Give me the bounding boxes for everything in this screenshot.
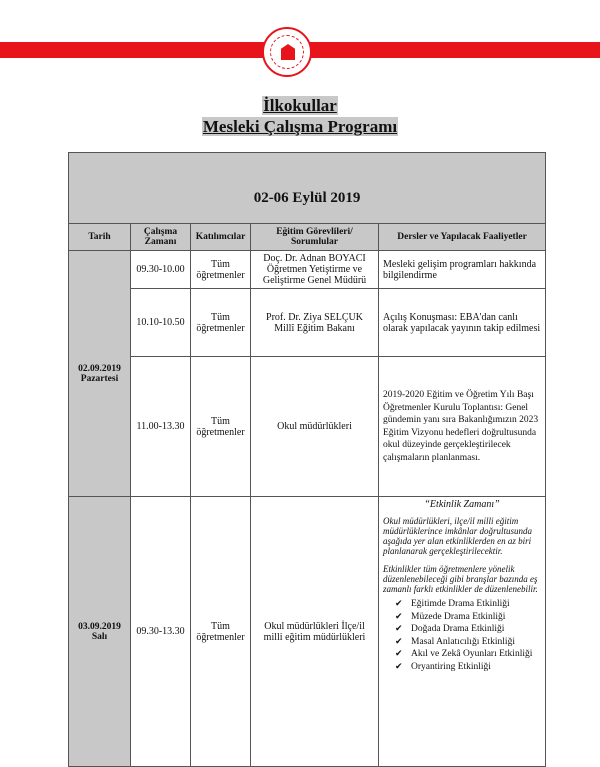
- col-header-responsible: Eğitim Görevlileri/ Sorumlular: [251, 224, 379, 251]
- checkmark-icon: ✔: [395, 599, 403, 609]
- weekday-text: Pazartesi: [80, 373, 119, 384]
- responsible-cell: Okul müdürlükleri: [251, 357, 379, 497]
- list-item: ✔ Akıl ve Zekâ Oyunları Etkinliği: [395, 649, 533, 659]
- table-header-row: [69, 224, 546, 251]
- col-header-time: Çalışma Zamanı: [131, 224, 191, 251]
- col-header-participants: Katılımcılar: [191, 224, 251, 251]
- time-cell: 09.30-10.00: [131, 251, 191, 289]
- ministry-logo: [262, 27, 312, 77]
- table-row: [69, 289, 546, 357]
- activity-paragraph: Etkinlikler tüm öğretmenlere yönelik düzenlenebileceği gibi branşlar bazında eş zamanlı farklı etkinlikler de düzenlenebilir.: [383, 564, 538, 594]
- participants-cell: Tüm öğretmenler: [191, 289, 251, 357]
- table-row: [69, 251, 546, 289]
- table-banner: [69, 153, 546, 224]
- program-table: [68, 152, 546, 767]
- time-cell: 10.10-10.50: [131, 289, 191, 357]
- activity-heading: “Etkinlik Zamanı”: [424, 499, 500, 510]
- activity-cell: Açılış Konuşması: EBA'dan canlı olarak yapılacak yayının takip edilmesi: [379, 289, 546, 357]
- weekday-text: Salı: [91, 631, 108, 642]
- col-header-date: Tarih: [69, 224, 131, 251]
- checkmark-icon: ✔: [395, 611, 403, 622]
- activity-paragraph: Okul müdürlükleri, ilçe/il milli eğitim müdürlüklerince imkânlar doğrultusunda aşağıda yer alan etkinliklerden en az biri planlanarak gerçekleştirilecektir.: [383, 516, 532, 556]
- time-cell: 09.30-13.30: [131, 497, 191, 767]
- list-item: ✔ Doğada Drama Etkinliği: [395, 624, 505, 634]
- activity-cell: Mesleki gelişim programları hakkında bilgilendirme: [379, 251, 546, 289]
- activity-list: [383, 598, 541, 673]
- document-title: İlkokullar: [263, 96, 337, 115]
- activity-cell: [379, 497, 546, 767]
- list-item: ✔ Müzede Drama Etkinliği: [395, 611, 506, 622]
- checkmark-icon: ✔: [395, 649, 403, 659]
- checkmark-icon: ✔: [395, 661, 403, 672]
- responsible-cell: Prof. Dr. Ziya SELÇUK Millî Eğitim Bakanı: [251, 289, 379, 357]
- table-row: [69, 497, 546, 767]
- date-cell: [69, 251, 131, 497]
- time-cell: 11.00-13.30: [131, 357, 191, 497]
- date-cell: [69, 497, 131, 767]
- participants-cell: Tüm öğretmenler: [191, 251, 251, 289]
- activity-cell: 2019-2020 Eğitim ve Öğretim Yılı Başı Öğretmenler Kurulu Toplantısı: Genel gündemin yanı sıra Bakanlığımızın 2023 Eğitim Vizyonu hedefleri doğrultusunda okul düzeyinde gerçekleştirilecek çalışmaların planlanması.: [379, 357, 546, 497]
- document-subtitle: Mesleki Çalışma Programı: [202, 117, 398, 136]
- participants-cell: Tüm öğretmenler: [191, 497, 251, 767]
- date-text: 03.09.2019: [78, 621, 121, 632]
- list-item: ✔ Eğitimde Drama Etkinliği: [395, 599, 510, 609]
- date-text: 02.09.2019: [78, 363, 121, 374]
- week-range: 02-06 Eylül 2019: [69, 153, 546, 224]
- list-item: ✔ Masal Anlatıcılığı Etkinliği: [395, 636, 515, 647]
- responsible-cell: Okul müdürlükleri İlçe/il milli eğitim müdürlükleri: [251, 497, 379, 767]
- checkmark-icon: ✔: [395, 636, 403, 647]
- list-item: ✔ Oryantiring Etkinliği: [395, 661, 491, 672]
- col-header-activities: Dersler ve Yapılacak Faaliyetler: [379, 224, 546, 251]
- checkmark-icon: ✔: [395, 624, 403, 634]
- responsible-cell: Doç. Dr. Adnan BOYACI Öğretmen Yetiştirme ve Geliştirme Genel Müdürü: [251, 251, 379, 289]
- table-row: [69, 357, 546, 497]
- participants-cell: Tüm öğretmenler: [191, 357, 251, 497]
